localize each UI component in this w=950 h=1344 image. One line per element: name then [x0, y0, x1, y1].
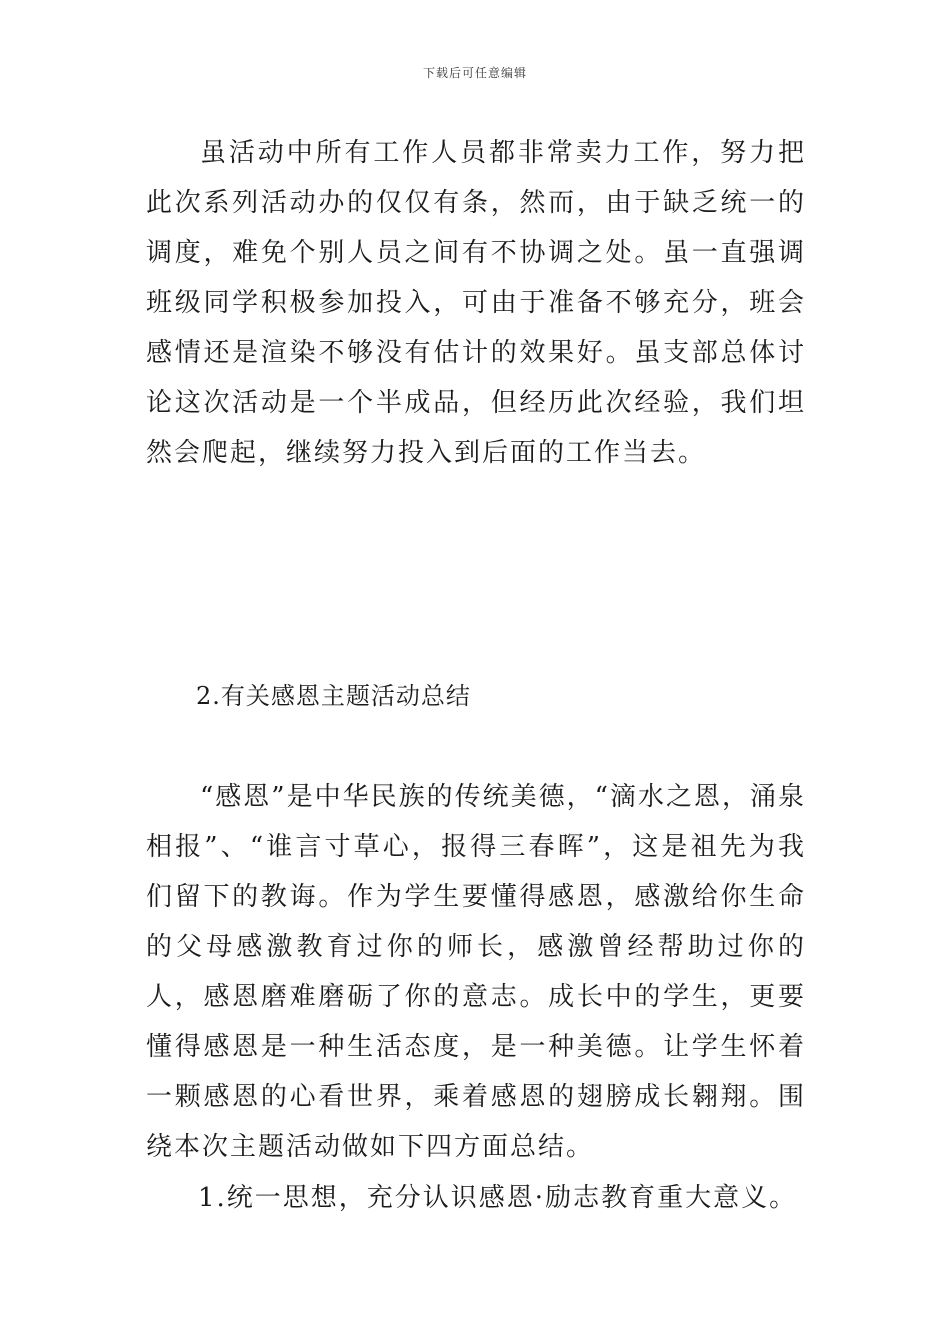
paragraph-activity-review: 虽活动中所有工作人员都非常卖力工作，努力把此次系列活动办的仅仅有条，然而，由于缺乏统一的调度，难免个别人员之间有不协调之处。虽一直强调班级同学积极参加投入，可由于准备不够充分，班会感情还是渲染不够没有估计的效果好。虽支部总体讨论这次活动是一个半成品，但经历此次经验，我们坦然会爬起，继续努力投入到后面的工作当去。 — [146, 138, 806, 468]
page-header-note: 下载后可任意编辑 — [422, 66, 527, 80]
section-heading: 2.有关感恩主题活动总结 — [196, 682, 471, 710]
paragraph-gratitude-intro: “感恩”是中华民族的传统美德，“滴水之恩，涌泉相报”、“谁言寸草心，报得三春晖”，这是祖先为我们留下的教诲。作为学生要懂得感恩，感激给你生命的父母感激教育过你的师长，感激曾经帮助过你的人，感恩磨难磨砺了你的意志。成长中的学生，更要懂得感恩是一种生活态度，是一种美德。让学生怀着一颗感恩的心看世界，乘着感恩的翅膀成长翱翔。围绕本次主题活动做如下四方面总结。 — [146, 782, 806, 1162]
list-item-1: 1.统一思想，充分认识感恩·励志教育重大意义。 — [198, 1183, 798, 1213]
